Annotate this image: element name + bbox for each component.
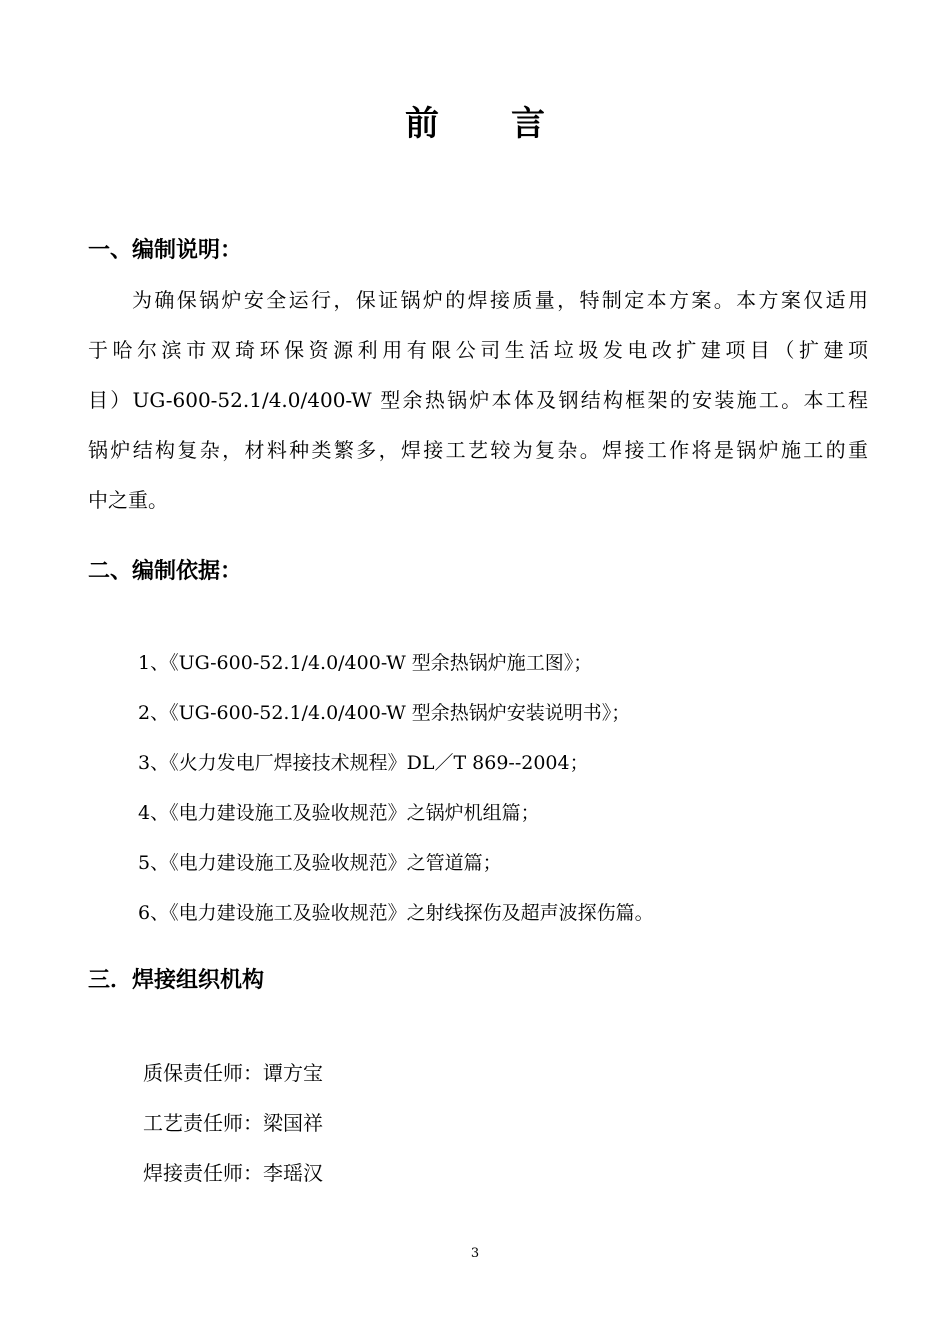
list-item: 6、《电力建设施工及验收规范》之射线探伤及超声波探伤篇。 bbox=[138, 902, 654, 924]
title-char-2: 言 bbox=[511, 104, 545, 144]
reference-list bbox=[138, 638, 654, 938]
list-item: 1、《UG-600-52.1/4.0/400-W 型余热锅炉施工图》； bbox=[138, 652, 593, 674]
list-item: 工艺责任师：梁国祥 bbox=[143, 1111, 323, 1135]
compilation-notes-paragraph bbox=[88, 275, 868, 525]
paragraph-line: 中之重。 bbox=[88, 488, 168, 512]
list-item: 2、《UG-600-52.1/4.0/400-W 型余热锅炉安装说明书》； bbox=[138, 702, 631, 724]
list-item: 4、《电力建设施工及验收规范》之锅炉机组篇； bbox=[138, 802, 540, 824]
paragraph-line: 于哈尔滨市双琦环保资源利用有限公司生活垃圾发电改扩建项目（扩建项 bbox=[88, 338, 868, 362]
paragraph-line: 锅炉结构复杂，材料种类繁多，焊接工艺较为复杂。焊接工作将是锅炉施工的重 bbox=[88, 438, 868, 462]
title-char-1: 前 bbox=[405, 104, 439, 144]
list-item: 5、《电力建设施工及验收规范》之管道篇； bbox=[138, 852, 502, 874]
list-item: 质保责任师：谭方宝 bbox=[143, 1061, 323, 1085]
organization-list bbox=[143, 1048, 323, 1198]
section-heading-compilation-basis: 二、编制依据： bbox=[88, 559, 243, 584]
list-item: 焊接责任师：李瑶汉 bbox=[143, 1161, 323, 1185]
section-heading-compilation-notes: 一、编制说明： bbox=[88, 238, 243, 263]
list-item: 3、《火力发电厂焊接技术规程》DL／T 869--2004； bbox=[138, 752, 589, 774]
paragraph-line: 目）UG-600-52.1/4.0/400-W 型余热锅炉本体及钢结构框架的安装施工。本工程 bbox=[88, 388, 868, 412]
paragraph-line: 为确保锅炉安全运行，保证锅炉的焊接质量，特制定本方案。本方案仅适用 bbox=[132, 288, 868, 312]
section-heading-welding-organization: 三．焊接组织机构 bbox=[88, 968, 265, 993]
page-number: 3 bbox=[470, 1246, 480, 1261]
page-title bbox=[0, 96, 950, 145]
